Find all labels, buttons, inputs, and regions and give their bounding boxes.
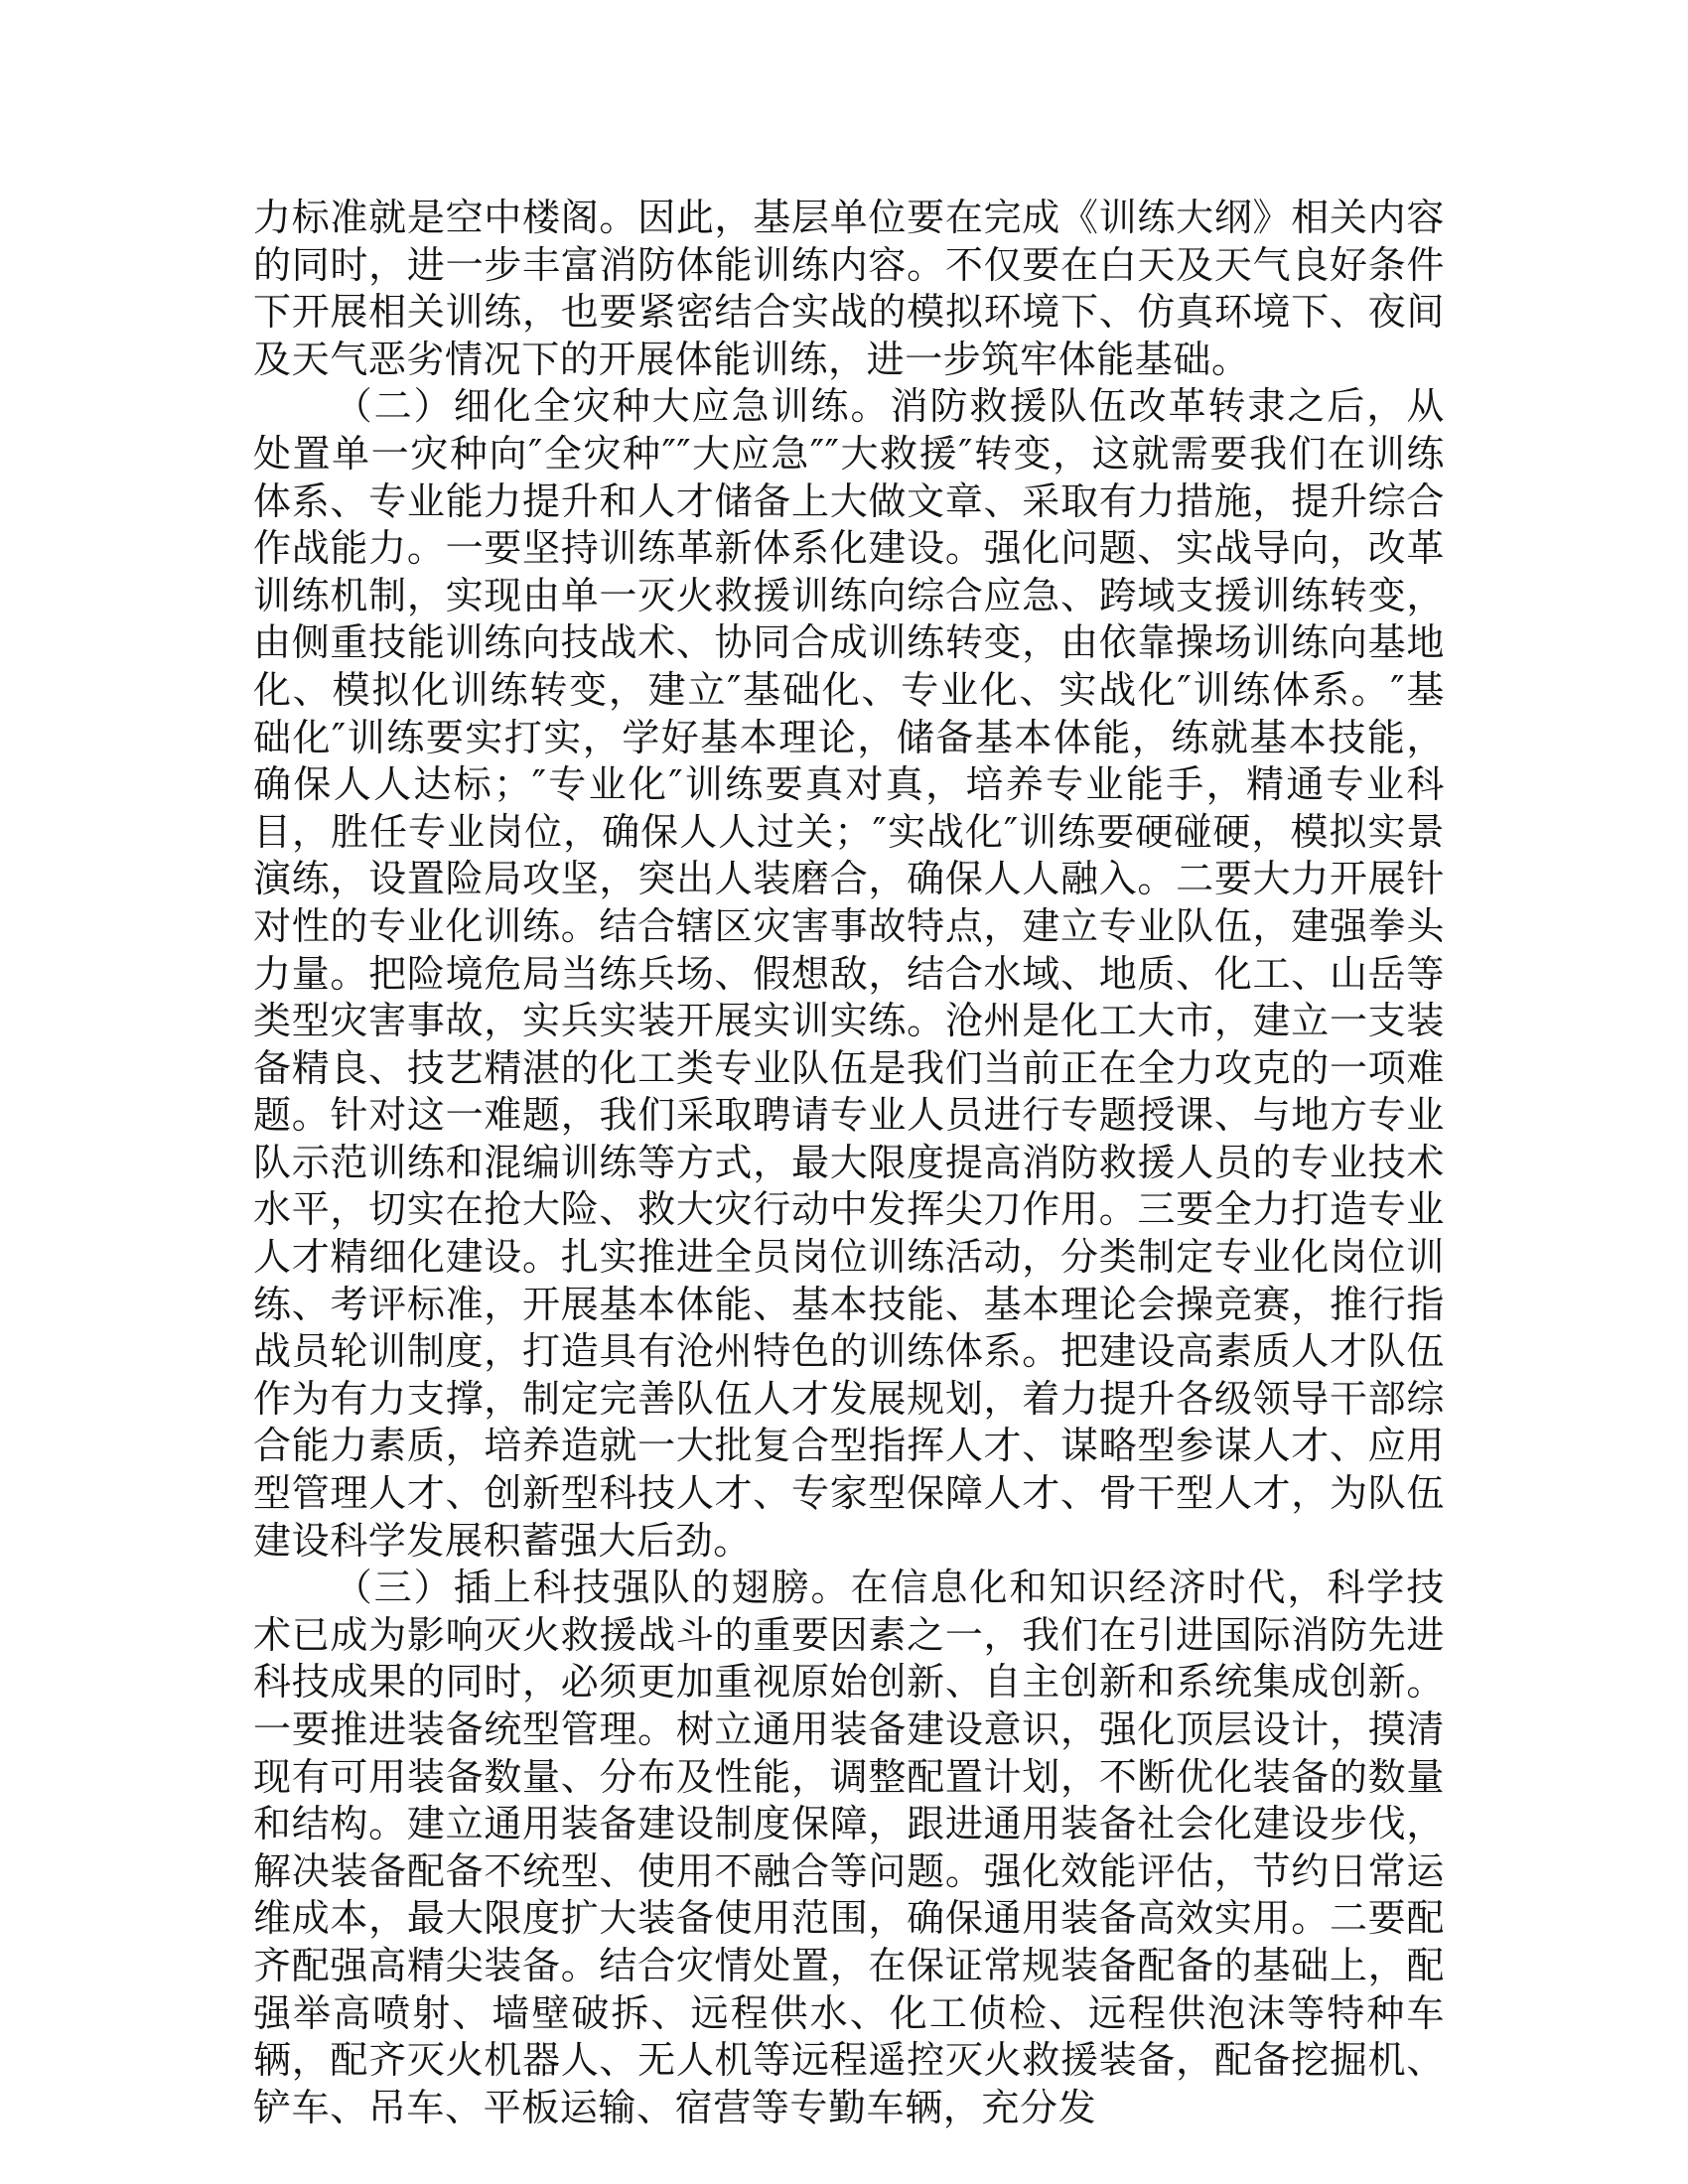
- paragraph-section-two: （二）细化全灾种大应急训练。消防救援队伍改革转隶之后，从处置单一灾种向″全灾种″″大应急″″大救援″转变，这就需要我们在训练体系、专业能力提升和人才储备上大做文章、采取有力措施，提升综合作战能力。一要坚持训练革新体系化建设。强化问题、实战导向，改革训练机制，实现由单一灭火救援训练向综合应急、跨域支援训练转变，由侧重技能训练向技战术、协同合成训练转变，由依靠操场训练向基地化、模拟化训练转变，建立″基础化、专业化、实战化″训练体系。″基础化″训练要实打实，学好基本理论，储备基本体能，练就基本技能，确保人人达标；″专业化″训练要真对真，培养专业能手，精通专业科目，胜任专业岗位，确保人人过关；″实战化″训练要硬碰硬，模拟实景演练，设置险局攻坚，突出人装磨合，确保人人融入。二要大力开展针对性的专业化训练。结合辖区灾害事故特点，建立专业队伍，建强拳头力量。把险境危局当练兵场、假想敌，结合水域、地质、化工、山岳等类型灾害事故，实兵实装开展实训实练。沧州是化工大市，建立一支装备精良、技艺精湛的化工类专业队伍是我们当前正在全力攻克的一项难题。针对这一难题，我们采取聘请专业人员进行专题授课、与地方专业队示范训练和混编训练等方式，最大限度提高消防救援人员的专业技术水平，切实在抢大险、救大灾行动中发挥尖刀作用。三要全力打造专业人才精细化建设。扎实推进全员岗位训练活动，分类制定专业化岗位训练、考评标准，开展基本体能、基本技能、基本理论会操竞赛，推行指战员轮训制度，打造具有沧州特色的训练体系。把建设高素质人才队伍作为有力支撑，制定完善队伍人才发展规划，着力提升各级领导干部综合能力素质，培养造就一大批复合型指挥人才、谋略型参谋人才、应用型管理人才、创新型科技人才、专家型保障人才、骨干型人才，为队伍建设科学发展积蓄强大后劲。: [253, 384, 1445, 1563]
- paragraph-continuation: 力标准就是空中楼阁。因此，基层单位要在完成《训练大纲》相关内容的同时，进一步丰富消防体能训练内容。不仅要在白天及天气良好条件下开展相关训练，也要紧密结合实战的模拟环境下、仿真环境下、夜间及天气恶劣情况下的开展体能训练，进一步筑牢体能基础。: [253, 196, 1445, 381]
- paragraph-section-three: （三）插上科技强队的翅膀。在信息化和知识经济时代，科学技术已成为影响灭火救援战斗的重要因素之一，我们在引进国际消防先进科技成果的同时，必须更加重视原始创新、自主创新和系统集成创新。一要推进装备统型管理。树立通用装备建设意识，强化顶层设计，摸清现有可用装备数量、分布及性能，调整配置计划，不断优化装备的数量和结构。建立通用装备建设制度保障，跟进通用装备社会化建设步伐，解决装备配备不统型、使用不融合等问题。强化效能评估，节约日常运维成本，最大限度扩大装备使用范围，确保通用装备高效实用。二要配齐配强高精尖装备。结合灾情处置，在保证常规装备配备的基础上，配强举高喷射、墙壁破拆、远程供水、化工侦检、远程供泡沫等特种车辆，配齐灭火机器人、无人机等远程遥控灭火救援装备，配备挖掘机、铲车、吊车、平板运输、宿营等专勤车辆，充分发: [253, 1566, 1445, 2129]
- document-page: [253, 195, 1445, 2131]
